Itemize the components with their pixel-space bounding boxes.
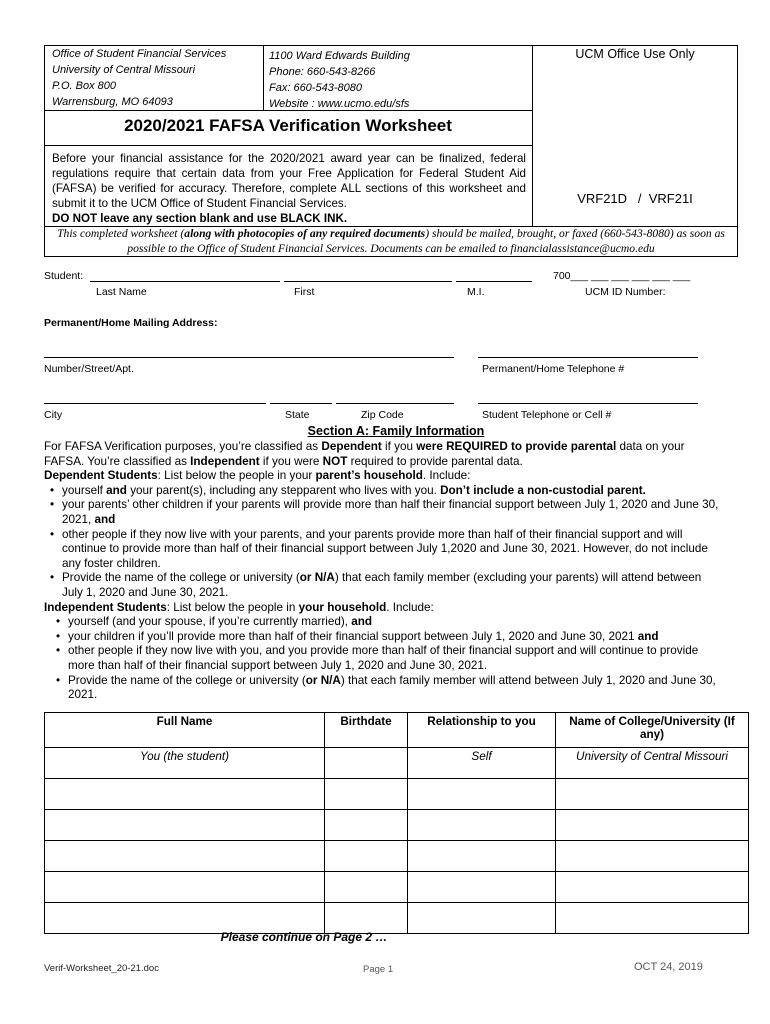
text-bold: your household [298, 600, 387, 614]
cell-college[interactable] [556, 810, 749, 841]
list-item [44, 644, 720, 673]
last-name-label: Last Name [96, 286, 147, 298]
table-row [45, 872, 749, 903]
home-phone-label: Permanent/Home Telephone # [482, 363, 625, 375]
page-title: 2020/2021 FAFSA Verification Worksheet [124, 116, 452, 135]
submit-note [46, 226, 736, 256]
office-line: P.O. Box 800 [52, 80, 117, 92]
text-bold: and [94, 512, 116, 526]
header-birthdate: Birthdate [325, 713, 408, 748]
footer-date: OCT 24, 2019 [634, 961, 703, 973]
bullet-icon: • [56, 629, 61, 643]
text-bold: NOT [322, 454, 348, 468]
text-bold: and [637, 629, 659, 643]
table-row [45, 748, 749, 779]
bullet-icon: • [50, 527, 55, 541]
list-item [44, 674, 720, 703]
text-bold: parent’s household [315, 469, 423, 483]
continue-note: Please continue on Page 2 … [220, 930, 388, 944]
intro-text [52, 151, 526, 226]
footer-filename: Verif-Worksheet_20-21.doc [44, 963, 159, 974]
mi-field[interactable] [456, 281, 532, 282]
family-table [44, 712, 749, 934]
office-line: Warrensburg, MO 64093 [52, 96, 173, 108]
cell-college[interactable] [556, 779, 749, 810]
bullet-icon: • [50, 498, 55, 512]
cell-college[interactable] [556, 903, 749, 934]
dependent-heading [44, 469, 720, 484]
text: your parents’ other children if your parents will provide more than half their financial support between July 1, 2020 and June 30, 2021, [62, 498, 719, 526]
text-bold: Don’t include a non-custodial parent. [440, 483, 646, 497]
text-bold: Dependent [321, 440, 382, 453]
text-bold: and [106, 483, 127, 497]
list-item [44, 630, 720, 645]
text: ) that each family member will attend between July 1, 2020 and June 30, 2021. [68, 673, 716, 702]
header-divider-1 [263, 45, 264, 110]
street-label: Number/Street/Apt. [44, 363, 134, 375]
submit-note-b: ) should be mailed, brought, or faxed (660-543-8080) as soon as possible to the Office of Student Financial Services. Documents can be emailed to financialassistance@ucmo.edu [127, 227, 725, 255]
text: yourself (and your spouse, if you’re currently married), [68, 615, 352, 629]
state-field[interactable] [270, 403, 332, 404]
city-field[interactable] [44, 403, 266, 404]
bullet-icon: • [56, 673, 61, 687]
student-label: Student: [44, 270, 84, 282]
city-label: City [44, 409, 63, 421]
vrf-codes: VRF21D / VRF21I [577, 191, 693, 206]
text: other people if they now live with your parents, and your parents provide more than half of their financial support and will continue to provide more than half of their financial support between July 1,2020 and June 30, 2021. However, do not include any foster children. [62, 527, 708, 570]
text-bold: or N/A [305, 673, 341, 687]
cell-relationship[interactable] [408, 841, 556, 872]
text: your parent(s), including any stepparent who lives with you. [126, 483, 441, 497]
cell-full-name[interactable] [45, 841, 325, 872]
cell-relationship[interactable] [408, 903, 556, 934]
office-contact [269, 48, 410, 112]
contact-line: Fax: 660-543-8080 [269, 82, 362, 94]
intro-warning: DO NOT leave any section blank and use BLACK INK. [52, 212, 348, 225]
submit-note-a: This completed worksheet ( [57, 227, 185, 240]
cell-full-name[interactable] [45, 903, 325, 934]
first-name-label: First [294, 286, 315, 298]
state-label: State [285, 409, 310, 421]
cell-birthdate[interactable] [325, 810, 408, 841]
cell-full-name[interactable] [45, 810, 325, 841]
cell-birthdate[interactable] [325, 841, 408, 872]
cell-relationship[interactable] [408, 872, 556, 903]
contact-line: Phone: 660-543-8266 [269, 66, 376, 78]
cell-full-name[interactable] [45, 779, 325, 810]
text: . Include: [386, 600, 434, 614]
home-phone-field[interactable] [478, 357, 698, 358]
text: Provide the name of the college or university ( [68, 673, 306, 687]
bullet-icon: • [50, 571, 55, 585]
cell-relationship[interactable] [408, 810, 556, 841]
cell-full-name[interactable] [45, 872, 325, 903]
cell-birthdate[interactable] [325, 748, 408, 779]
bullet-icon: • [56, 644, 61, 658]
text-bold: Independent [190, 454, 260, 468]
header-college: Name of College/University (If any) [556, 713, 749, 748]
header-rule-2 [44, 145, 532, 146]
cell-birthdate[interactable] [325, 872, 408, 903]
list-item [44, 528, 720, 572]
independent-heading [44, 601, 720, 616]
cell-label: Student Telephone or Cell # [482, 409, 612, 421]
office-line: University of Central Missouri [52, 64, 196, 76]
table-row [45, 810, 749, 841]
list-item [44, 484, 720, 499]
text-bold: and [351, 615, 372, 629]
cell-birthdate[interactable] [325, 903, 408, 934]
header-full-name: Full Name [45, 713, 325, 748]
office-use-label: UCM Office Use Only [575, 47, 695, 61]
zip-label: Zip Code [361, 409, 404, 421]
text: if you [381, 440, 417, 453]
first-name-field[interactable] [284, 281, 452, 282]
list-item [44, 571, 720, 600]
text: required to provide parental data. [347, 454, 523, 468]
cell-relationship[interactable]: Self [408, 748, 556, 779]
table-row [45, 779, 749, 810]
contact-line: 1100 Ward Edwards Building [269, 50, 410, 62]
table-header-row [45, 713, 749, 748]
text-bold: or N/A [299, 571, 335, 585]
list-item [44, 615, 720, 630]
zip-field[interactable] [336, 403, 454, 404]
section-a-body [44, 440, 720, 703]
text: other people if they now live with you, and you provide more than half of their financial support and will continue to provide more than half of their financial support between July 1, 2020 and June 30, 2021. [68, 644, 699, 672]
cell-birthdate[interactable] [325, 779, 408, 810]
cell-college[interactable] [556, 841, 749, 872]
text: yourself [62, 483, 107, 497]
text: data on your FAFSA. You’re classified as [44, 440, 685, 468]
cell-college[interactable] [556, 872, 749, 903]
ucm-id-label: UCM ID Number: [585, 286, 666, 298]
list-item [44, 498, 720, 527]
text: . Include: [422, 469, 471, 483]
section-a-heading: Section A: Family Information [307, 424, 485, 438]
cell-relationship[interactable] [408, 779, 556, 810]
mi-label: M.I. [467, 286, 485, 298]
cell-full-name[interactable]: You (the student) [45, 748, 325, 779]
text-bold: Independent Students [44, 600, 167, 614]
header-relationship: Relationship to you [408, 713, 556, 748]
table-row [45, 903, 749, 934]
contact-line: Website : www.ucmo.edu/sfs [269, 98, 410, 110]
text: Provide the name of the college or university ( [62, 571, 300, 585]
classification-paragraph [44, 440, 720, 469]
bullet-icon: • [56, 615, 61, 629]
intro-body: Before your financial assistance for the 2020/2021 award year can be finalized, federal regulations require that certain data from your Free Application for Federal Student Aid (FAFSA) be verified for accuracy. Therefore, complete ALL sections of this worksheet and submit it to the UCM Office of Student Financial Services. [52, 152, 526, 210]
cell-field[interactable] [478, 403, 698, 404]
last-name-field[interactable] [90, 281, 280, 282]
office-address [52, 46, 226, 110]
submit-note-bold: along with photocopies of any required documents [184, 227, 426, 240]
bullet-icon: • [50, 483, 55, 497]
text: if you were [259, 454, 323, 468]
text: your children if you’ll provide more than half of their financial support between July 1, 2020 and June 30, 2021 [68, 629, 638, 643]
text-bold: were REQUIRED to provide parental [416, 440, 617, 453]
text: : List below the people in [166, 600, 299, 614]
cell-college[interactable]: University of Central Missouri [556, 748, 749, 779]
text: ) that each family member (excluding your parents) will attend between July 1, 2020 and June 30, 2021. [62, 571, 702, 599]
text: For FAFSA Verification purposes, you’re classified as [44, 440, 322, 453]
text: : List below the people in your [157, 469, 316, 483]
office-line: Office of Student Financial Services [52, 48, 227, 60]
footer-page: Page 1 [363, 964, 394, 975]
mailing-address-label: Permanent/Home Mailing Address: [44, 317, 218, 329]
street-field[interactable] [44, 357, 454, 358]
table-row [45, 841, 749, 872]
ucm-id-field[interactable]: 700___ ___ ___ ___ ___ ___ [553, 270, 691, 282]
text-bold: Dependent Students [44, 469, 158, 483]
